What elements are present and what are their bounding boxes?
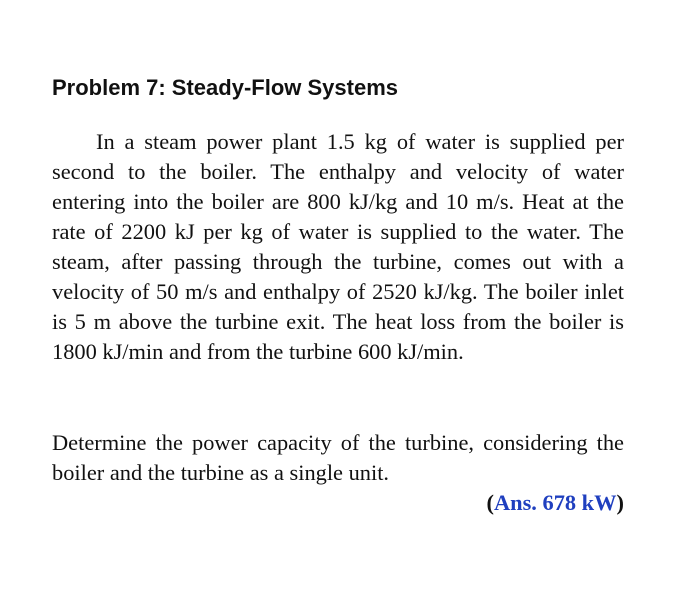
problem-title: Problem 7: Steady-Flow Systems xyxy=(52,75,398,100)
problem-statement-paragraph: In a steam power plant 1.5 kg of water is supplied per second to the boiler. The enthalpy and velocity of water entering into the boiler are 800 kJ/kg and 10 m/s. Heat at the rate of 2200 kJ per kg of water is supplied to the water. The steam, after passing through the turbine, comes out with a velocity of 50 m/s and enthalpy of 2520 kJ/kg. The boiler inlet is 5 m above the turbine exit. The heat loss from the boiler is 1800 kJ/min and from the turbine 600 kJ/min. xyxy=(52,129,624,364)
problem-question-paragraph: Determine the power capacity of the turbine, considering the boiler and the turbine as a single unit. xyxy=(52,430,624,485)
answer-line xyxy=(487,488,625,518)
answer-text: Ans. 678 kW xyxy=(493,490,617,515)
answer-open-paren: ( xyxy=(486,490,494,515)
answer-close-paren: ) xyxy=(616,490,624,515)
